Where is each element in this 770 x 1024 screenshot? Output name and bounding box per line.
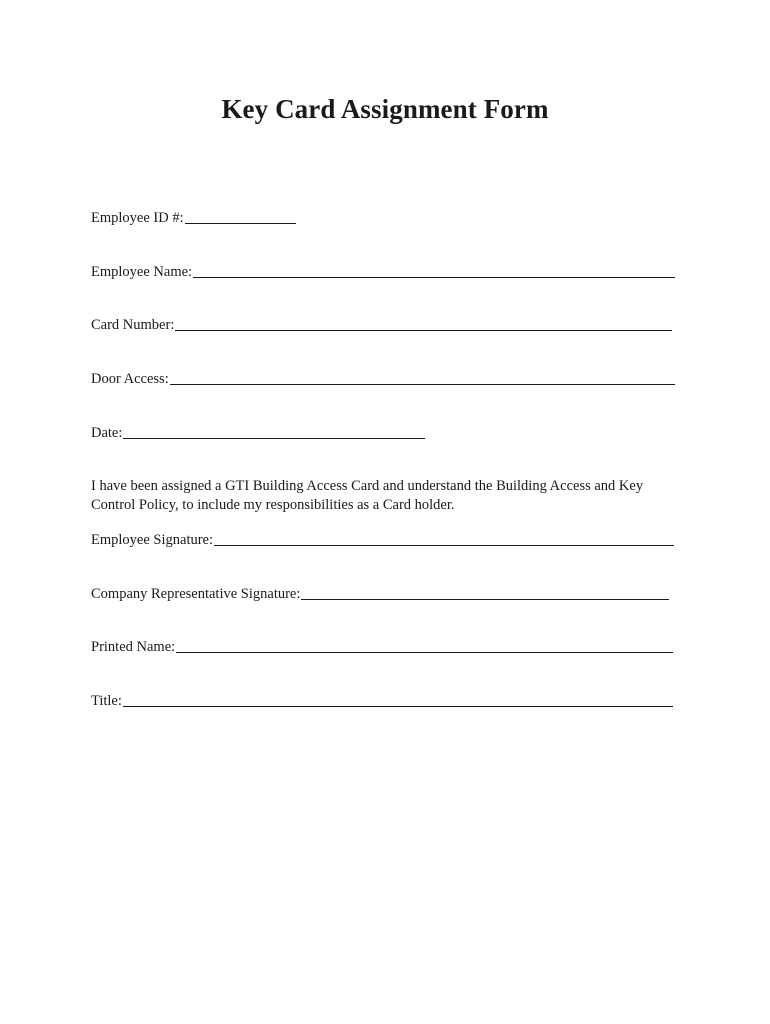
employee-id-field: [91, 209, 296, 227]
title-label: Title:: [91, 693, 122, 709]
company-rep-signature-line[interactable]: [301, 598, 669, 600]
company-rep-signature-field: [91, 585, 669, 603]
acknowledgement-statement: I have been assigned a GTI Building Access Card and understand the Building Access and Key Control Policy, to include my responsibilities as a Card holder.: [91, 478, 644, 513]
date-label: Date:: [91, 425, 123, 441]
printed-name-field: [91, 638, 673, 656]
company-rep-signature-label: Company Representative Signature:: [91, 586, 301, 602]
title-line[interactable]: [123, 705, 673, 707]
employee-name-line[interactable]: [193, 276, 675, 278]
date-line[interactable]: [123, 437, 425, 439]
title-field: [91, 692, 673, 710]
date-field: [91, 424, 425, 442]
employee-name-field: [91, 263, 675, 281]
employee-signature-field: [91, 531, 674, 549]
employee-id-label: Employee ID #:: [91, 210, 184, 226]
door-access-label: Door Access:: [91, 371, 169, 387]
door-access-field: [91, 370, 675, 388]
card-number-line[interactable]: [175, 329, 672, 331]
printed-name-label: Printed Name:: [91, 639, 176, 655]
form-title: Key Card Assignment Form: [221, 94, 549, 124]
employee-name-label: Employee Name:: [91, 264, 193, 280]
card-number-label: Card Number:: [91, 317, 175, 333]
employee-signature-label: Employee Signature:: [91, 532, 214, 548]
printed-name-line[interactable]: [176, 651, 673, 653]
card-number-field: [91, 316, 672, 334]
door-access-line[interactable]: [170, 383, 675, 385]
employee-id-line[interactable]: [185, 222, 296, 224]
employee-signature-line[interactable]: [214, 544, 674, 546]
